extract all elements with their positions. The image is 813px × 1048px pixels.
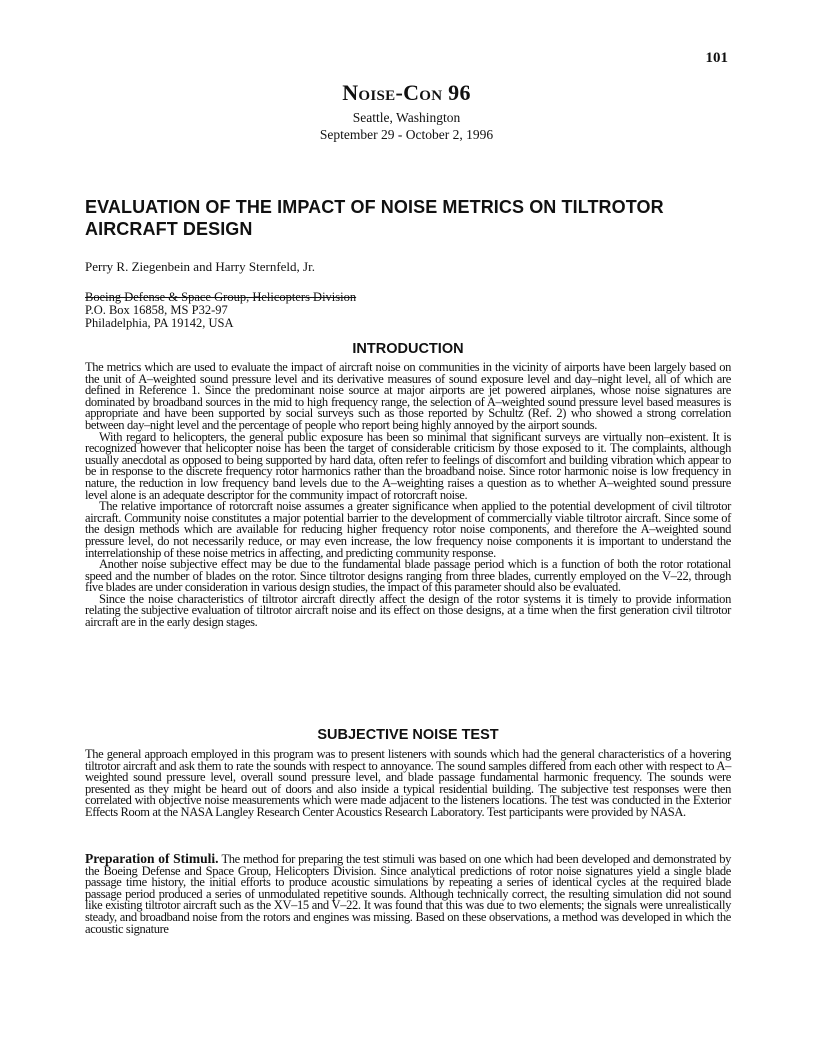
introduction-body [85, 362, 731, 629]
paragraph-text: The method for preparing the test stimuli was based on one which had been developed and demonstrated by the Boeing Defense and Space Group, Helicopters Division. Since analytical predictions of rotor noise signatures yield a single blade passage time history, the initial efforts to produce acoustic simulations by repeating a series of identical cycles at the required blade passage period produced a series of unmodulated repetitive sounds. Although technically correct, the resulting simulation did not sound like existing tiltrotor aircraft such as the XV–15 and V–22. It was found that this was due to two elements; the signals were unrealistically steady, and broadband noise from the rotors and engines was missing. Based on these observations, a method was developed in which the acoustic signature [85, 852, 731, 936]
conference-location: Seattle, Washington [352, 110, 461, 125]
paragraph: With regard to helicopters, the general public exposure has been so minimal that significant surveys are virtually non–existent. It is recognized however that helicopter noise has been the target of considerable criticism by those exposed to it. The complaints, although usually anecdotal as opposed to being supported by hard data, often refer to feelings of discomfort and building vibration which appear to be in response to the discrete frequency rotor harmonics rather than the broadband noise. Since rotor harmonic noise is low frequency in nature, the reduction in low frequency band levels due to the A–weighting raises a question as to whether A–weighted sound pressure level alone is an adequate descriptor for the community impact of rotorcraft noise. [85, 429, 731, 502]
run-in-heading: Preparation of Stimuli. [85, 851, 219, 866]
affiliation-line: P.O. Box 16858, MS P32-97 [85, 303, 228, 317]
section-heading-subjective-noise-test: SUBJECTIVE NOISE TEST [317, 727, 499, 743]
affiliation-line: Philadelphia, PA 19142, USA [85, 316, 234, 330]
section-heading-introduction: INTRODUCTION [352, 341, 464, 357]
paragraph: The relative importance of rotorcraft noise assumes a greater significance when applied to the potential development of civil tiltrotor aircraft. Community noise constitutes a major potential barrier to the development of commercially viable tiltrotor aircraft. Since some of the design methods which are available for reducing higher frequency rotor noise components, and therefore the A–weighted sound pressure level, do not necessarily reduce, or may even increase, the low frequency noise components it is important to understand the interrelationship of these noise metrics in affecting, and predicting community response. [85, 499, 731, 560]
subjective-noise-test-body [85, 749, 731, 819]
paper-authors: Perry R. Ziegenbein and Harry Sternfeld, Jr. [85, 259, 315, 274]
paragraph: The metrics which are used to evaluate the impact of aircraft noise on communities in the vicinity of airports have been largely based on the unit of A–weighted sound pressure level and its derivative measures of sound exposure level and day–night level, all of which are defined in Reference 1. Since the predominant noise source at major airports are jet powered airplanes, whose noise signatures are dominated by broadband sources in the mid to high frequency range, the selection of A–weighted sound pressure level based measures is appropriate and have been supported by social surveys such as those reported by Schultz (Ref. 2) who showed a strong correlation between day–night level and the percentage of people who report being highly annoyed by the airport sounds. [85, 360, 731, 432]
conference-name: Noise-Con 96 [342, 80, 471, 105]
paragraph [85, 853, 731, 935]
paragraph: Since the noise characteristics of tiltrotor aircraft directly affect the design of the rotor systems it is timely to provide information relating the subjective evaluation of tiltrotor aircraft noise and its effect on those designs, at a time when the first generation civil tiltrotor aircraft are in the early design stages. [85, 591, 731, 630]
paragraph: The general approach employed in this program was to present listeners with sounds which had the general characteristics of a hovering tiltrotor aircraft and ask them to rate the sounds with respect to annoyance. The sound samples differed from each other with respect to A–weighted sound pressure level, overall sound pressure level, and blade passage fundamental harmonic frequency. The sounds were presented as they might be heard out of doors and also inside a typical residential building. The subjective test responses were then correlated with objective noise measurements which were made adjacent to the listeners locations. The test was conducted in the Exterior Effects Room at the NASA Langley Research Center Acoustics Research Laboratory. Test participants were provided by NASA. [85, 747, 731, 819]
paragraph: Another noise subjective effect may be due to the fundamental blade passage period which is a function of both the rotor rotational speed and the number of blades on the rotor. Since tiltrotor designs ranging from three blades, currently employed on the V–22, through five blades are under consideration in various design studies, the impact of this parameter should also be evaluated. [85, 557, 731, 595]
paper-title: EVALUATION OF THE IMPACT OF NOISE METRICS ON TILTROTOR AIRCRAFT DESIGN [85, 197, 664, 239]
affiliation-line: Boeing Defense & Space Group, Helicopters Division [85, 290, 357, 304]
conference-dates: September 29 - October 2, 1996 [319, 127, 494, 142]
page-number: 101 [705, 50, 728, 66]
preparation-of-stimuli-body [85, 853, 731, 935]
